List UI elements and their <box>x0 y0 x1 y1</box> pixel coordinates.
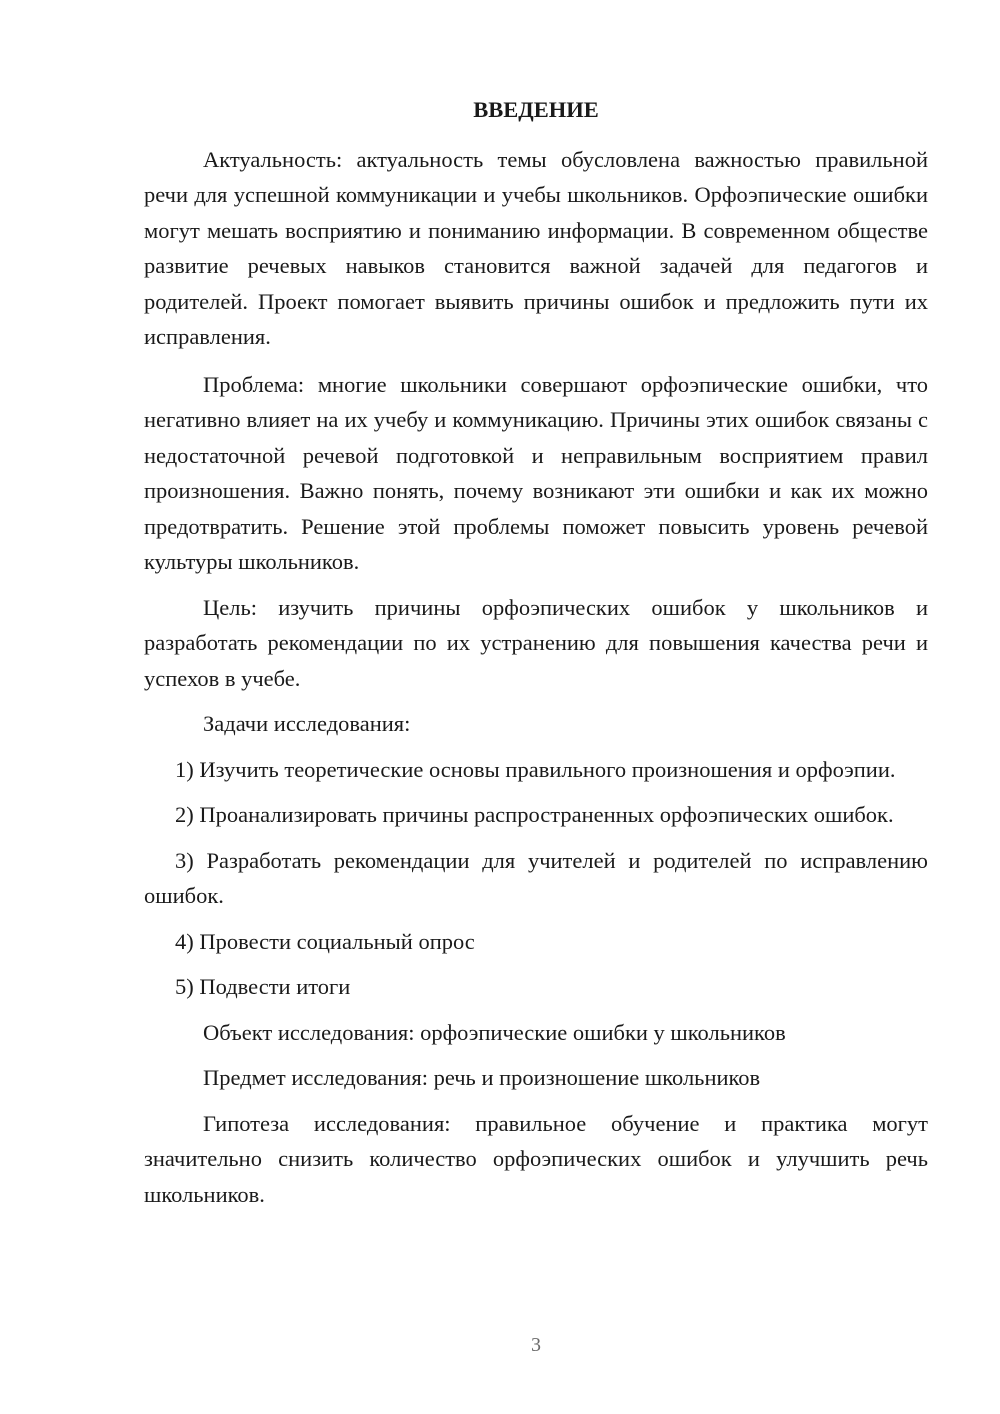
task-item-1: 1) Изучить теоретические основы правильного произношения и орфоэпии. <box>175 756 896 782</box>
task-item-2: 2) Проанализировать причины распространенных орфоэпических ошибок. <box>175 802 894 827</box>
relevance-paragraph: Актуальность: актуальность темы обусловлена важностью правильной речи для успешной коммуникации и учебы школьников. Орфоэпические ошибки могут мешать восприятию и пониманию информации. В современном обществе развитие речевых навыков становится важной задачей для педагогов и родителей. Проект помогает выявить причины ошибок и предложить пути их исправления. <box>144 146 928 349</box>
task-item-4: 4) Провести социальный опрос <box>175 928 475 954</box>
tasks-heading: Задачи исследования: <box>203 711 411 736</box>
document-page <box>144 92 928 1212</box>
goal-paragraph: Цель: изучить причины орфоэпических ошибок у школьников и разработать рекомендации по их устранению для повышения качества речи и успехов в учебе. <box>144 594 928 691</box>
page-number: 3 <box>531 1334 541 1356</box>
research-subject: Предмет исследования: речь и произношение школьников <box>203 1065 761 1090</box>
research-object: Объект исследования: орфоэпические ошибки у школьников <box>203 1019 786 1045</box>
research-hypothesis: Гипотеза исследования: правильное обучение и практика могут значительно снизить количество орфоэпических ошибок и улучшить речь школьников. <box>144 1110 928 1207</box>
problem-paragraph: Проблема: многие школьники совершают орфоэпические ошибки, что негативно влияет на их учебу и коммуникацию. Причины этих ошибок связаны с недостаточной речевой подготовкой и неправильным восприятием правил произношения. Важно понять, почему возникают эти ошибки и как их можно предотвратить. Решение этой проблемы поможет повысить уровень речевой культуры школьников. <box>144 371 928 574</box>
task-item-3: 3) Разработать рекомендации для учителей и родителей по исправлению ошибок. <box>144 847 928 908</box>
task-item-5: 5) Подвести итоги <box>175 974 351 999</box>
page-title: ВВЕДЕНИЕ <box>473 97 599 122</box>
